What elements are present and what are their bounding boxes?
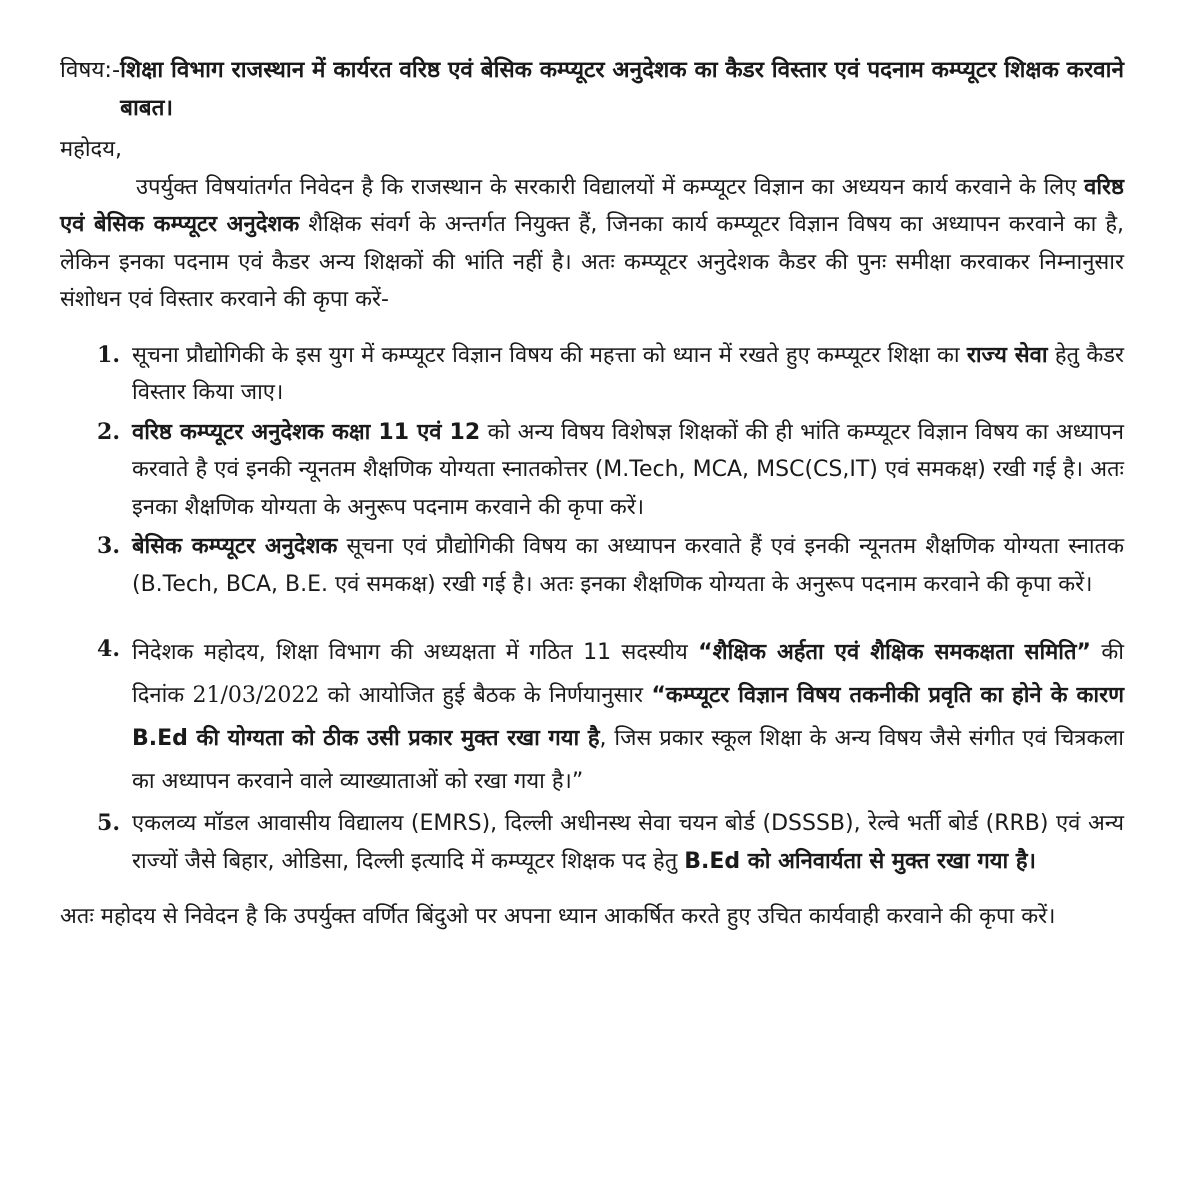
point-2-text-b: को अन्य विषय विशेषज्ञ शिक्षकों की ही भांति कम्प्यूटर विज्ञान विषय का अध्यापन करवाते है एवं इनकी न्यूनतम शैक्षणिक योग्यता स्नातकोत्तर (M.Tech, MCA, MSC(CS,IT) एवं समकक्ष) रखी गई है। अतः इनका शैक्षणिक योग्यता के अनुरूप पदनाम करवाने की कृपा करें। — [132, 419, 1125, 520]
point-text — [132, 805, 1124, 880]
point-number: 3. — [97, 533, 120, 559]
points-list — [60, 337, 1124, 881]
point-3-text-b: सूचना एवं प्रौद्योगिकी विषय का अध्यापन करवाते हैं एवं इनकी न्यूनतम शैक्षणिक योग्यता स्नातक (B.Tech, BCA, B.E. एवं समकक्ष) रखी गई है। अतः इनका शैक्षणिक योग्यता के अनुरूप पदनाम करवाने की कृपा करें। — [132, 534, 1124, 597]
intro-paragraph — [60, 169, 1124, 319]
salutation: महोदय, — [60, 137, 122, 162]
point-4-committee: “शैक्षिक अर्हता एवं शैक्षिक समकक्षता समिति” — [698, 640, 1091, 665]
point-number: 1. — [97, 341, 120, 368]
point-1-text-a: सूचना प्रौद्योगिकी के इस युग में कम्प्यूटर विज्ञान विषय की महत्ता को ध्यान में रखते हुए कम्प्यूटर शिक्षा का — [132, 342, 960, 368]
point-5-text-a: एकलव्य मॉडल आवासीय विद्यालय (EMRS), दिल्ली अधीनस्थ सेवा चयन बोर्ड (DSSSB), रेल्वे भर्ती बोर्ड (RRB) एवं अन्य राज्यों जैसे बिहार, ओडिसा, दिल्ली इत्यादि में कम्प्यूटर शिक्षक पद हेतु — [132, 811, 1124, 874]
point-3-bold: बेसिक कम्प्यूटर अनुदेशक — [132, 534, 338, 559]
list-item — [60, 528, 1124, 603]
point-4-date: 21/03/2022 — [192, 683, 320, 708]
point-text — [132, 337, 1124, 412]
point-4-quote-bold: “कम्प्यूटर विज्ञान विषय तकनीकी प्रवृति का होने के कारण B.Ed की योग्यता को ठीक उसी प्रकार मुक्त रखा गया है — [132, 683, 1124, 751]
subject-line — [60, 52, 1124, 127]
intro-text-2: शैक्षिक संवर्ग के अन्तर्गत नियुक्त हैं, जिनका कार्य कम्प्यूटर विज्ञान विषय का अध्यापन करवाने का है, लेकिन इनका पदनाम एवं कैडर अन्य शिक्षकों की भांति नहीं है। अतः कम्प्यूटर अनुदेशक कैडर की पुनः समीक्षा करवाकर निम्नानुसार संशोधन एवं विस्तार करवाने की कृपा करें- — [60, 212, 1125, 312]
intro-bold-text: वरिष्ठ एवं बेसिक कम्प्यूटर अनुदेशक — [60, 174, 1124, 237]
point-2-bold: वरिष्ठ कम्प्यूटर अनुदेशक कक्षा 11 एवं 12 — [132, 419, 481, 445]
closing-paragraph: अतः महोदय से निवेदन है कि उपर्युक्त वर्णित बिंदुओ पर अपना ध्यान आकर्षित करते हुए उचित कार्यवाही करवाने की कृपा करें। — [60, 904, 1056, 929]
point-1-text-c: हेतु कैडर विस्तार किया जाए। — [132, 342, 1124, 405]
point-1-bold: राज्य सेवा — [966, 342, 1048, 368]
point-text — [132, 528, 1124, 603]
point-number: 4. — [97, 636, 120, 662]
point-text — [132, 414, 1124, 527]
point-number: 2. — [97, 418, 120, 445]
intro-text-1: उपर्युक्त विषयांतर्गत निवेदन है कि राजस्थान के सरकारी विद्यालयों में कम्प्यूटर विज्ञान का अध्ययन कार्य करवाने के लिए — [136, 174, 1077, 200]
point-4-text-e: को आयोजित हुई बैठक के निर्णयानुसार — [327, 683, 644, 708]
point-4-text-c: की दिनांक — [132, 640, 1124, 708]
subject-label: विषय:- — [60, 57, 121, 83]
point-text — [132, 631, 1124, 803]
point-5-bold: B.Ed को अनिवार्यता से मुक्त रखा गया है। — [684, 848, 1036, 874]
point-number: 5. — [97, 810, 120, 836]
list-item — [60, 414, 1124, 527]
list-item — [60, 337, 1124, 412]
list-item — [60, 805, 1124, 880]
list-item — [60, 631, 1124, 803]
letter-page — [60, 52, 1124, 936]
subject-text: शिक्षा विभाग राजस्थान में कार्यरत वरिष्ठ एवं बेसिक कम्प्यूटर अनुदेशक का कैडर विस्तार एवं पदनाम कम्प्यूटर शिक्षक करवाने बाबत। — [120, 57, 1124, 121]
point-4-text-a: निदेशक महोदय, शिक्षा विभाग की अध्यक्षता में गठित 11 सदस्यीय — [132, 640, 688, 665]
point-4-text-g: , जिस प्रकार स्कूल शिक्षा के अन्य विषय जैसे संगीत एवं चित्रकला का अध्यापन करवाने वाले व्याख्याताओं को रखा गया है।” — [132, 726, 1124, 794]
